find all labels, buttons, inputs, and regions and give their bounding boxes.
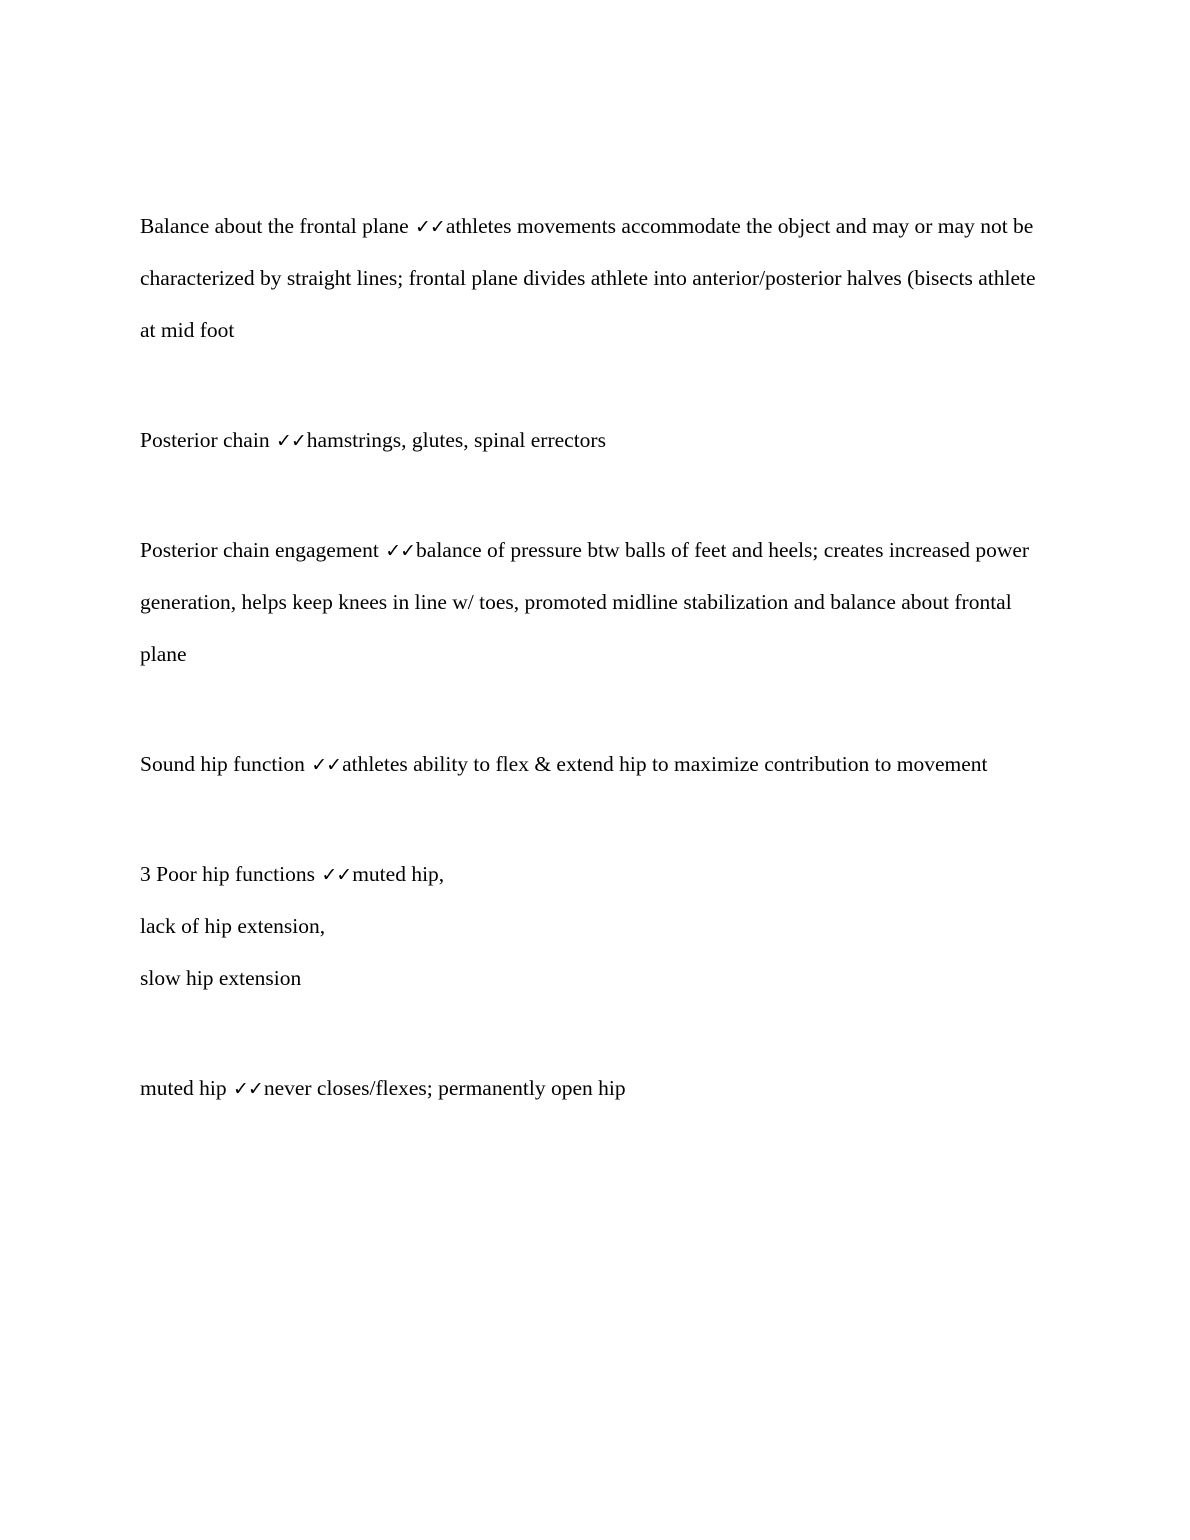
term-text: Balance about the frontal plane xyxy=(140,214,415,238)
check-icon: ✓✓ xyxy=(385,540,416,563)
paragraph-spacer xyxy=(140,790,1050,848)
definition-paragraph xyxy=(140,1062,1050,1114)
list-definition-paragraph xyxy=(140,848,1050,900)
list-item-paragraph xyxy=(140,900,1050,952)
list-item-paragraph xyxy=(140,952,1050,1004)
term-text: Sound hip function xyxy=(140,752,311,777)
definition-text: balance of pressure btw balls of feet and heels; creates increased power generation, helps keep knees in line w/ toes, promoted midline stabilization and balance about frontal plane xyxy=(140,538,1030,667)
check-icon: ✓✓ xyxy=(415,216,445,238)
definition-paragraph xyxy=(140,524,1050,680)
term-text: Posterior chain engagement xyxy=(140,538,385,563)
paragraph-spacer xyxy=(140,1004,1050,1062)
definition-paragraph xyxy=(140,414,1050,466)
definition-text: athletes movements accommodate the object and may or may not be characterized by straight lines; frontal plane divides athlete into anterior/posterior halves (bisects athlete at mid foot xyxy=(140,214,1036,343)
term-text: 3 Poor hip functions xyxy=(140,862,321,887)
document-body xyxy=(140,200,1050,1114)
definition-paragraph xyxy=(140,738,1050,790)
paragraph-spacer xyxy=(140,680,1050,738)
list-item: lack of hip extension, xyxy=(140,914,326,939)
check-icon: ✓✓ xyxy=(321,864,352,887)
list-item: slow hip extension xyxy=(140,966,302,991)
definition-text: athletes ability to flex & extend hip to maximize contribution to movement xyxy=(342,752,988,777)
definition-text: never closes/flexes; permanently open hip xyxy=(263,1076,626,1101)
check-icon: ✓✓ xyxy=(311,754,342,777)
paragraph-spacer xyxy=(140,466,1050,524)
term-text: Posterior chain xyxy=(140,428,275,453)
check-icon: ✓✓ xyxy=(275,430,306,453)
definition-paragraph xyxy=(140,200,1050,356)
check-icon: ✓✓ xyxy=(232,1078,263,1101)
list-item: muted hip, xyxy=(352,862,445,887)
definition-text: hamstrings, glutes, spinal errectors xyxy=(306,428,606,453)
paragraph-spacer xyxy=(140,356,1050,414)
term-text: muted hip xyxy=(140,1076,232,1101)
